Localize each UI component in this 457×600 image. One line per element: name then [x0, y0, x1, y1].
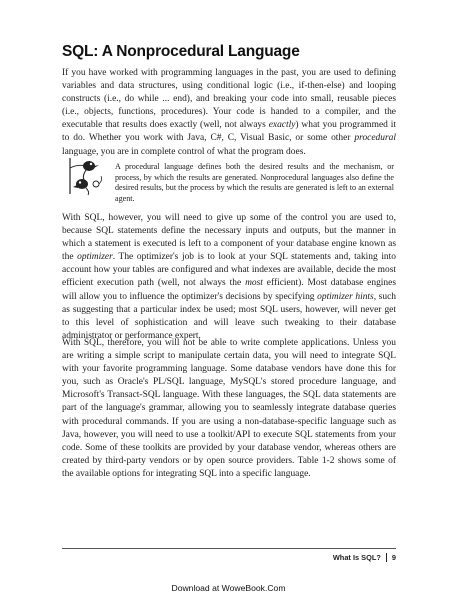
emphasized-term: optimizer [77, 252, 113, 263]
emphasized-term: procedural [354, 133, 396, 144]
footer-page-number: 9 [391, 553, 396, 562]
text-run: . The optimizer's job is to look at your SQL statements and, taking into account how your tables are configured and what indexes are available, decide the most efficient execution path (well, not always the [62, 252, 396, 289]
download-attribution: Download at WoweBook.Com [171, 583, 286, 593]
paragraph-integration [62, 337, 396, 481]
emphasized-term: exactly [268, 120, 296, 131]
section-heading: SQL: A Nonprocedural Language [62, 43, 300, 60]
emphasized-term: optimizer hints [317, 291, 374, 302]
text-run: efficient). Most database engines will allow you to influence the optimizer's decisions by specifying [62, 278, 396, 302]
note-text: A procedural language defines both the desired results and the mechanism, or process, by which the results are generated. Nonprocedural languages also define the desired results, but the process by which the results are generated is left to an external agent. [115, 162, 394, 204]
footer-chapter-title: What Is SQL? [332, 553, 381, 562]
note-animal-icon [68, 154, 106, 196]
text-run: If you have worked with programming languages in the past, you are used to defining variables and data structures, using conditional logic (i.e., if-then-else) and looping constructs (i.e., do while ... end), and breaking your code into small, reusable pieces (i.e., objects, functions, procedures). Your code is handed to a compiler, and the executable that results does exactly (well, not always [62, 68, 396, 131]
text-run: , such as suggesting that a particular index be used; most SQL users, however, will never get to this level of sophistication and will leave such tweaking to their database administrator or performance expert. [62, 291, 396, 341]
paragraph-optimizer [62, 212, 396, 343]
text-run: With SQL, therefore, you will not be able to write complete applications. Unless you are writing a simple script to manipulate certain data, you will need to integrate SQL with your favorite programming language. Some database vendors have done this for you, such as Oracle's PL/SQL language, MySQL's stored procedure language, and Microsoft's Transact-SQL language. With these languages, the SQL data statements are part of the language's grammar, allowing you to seamlessly integrate database queries with procedural commands. If you are using a non-database-specific language such as Java, however, you will need to use a toolkit/API to execute SQL statements from your code. Some of these toolkits are provided by your database vendor, whereas others are created by third-party vendors or by open source providers. Table 1-2 shows some of the available options for integrating SQL into a specific language. [62, 338, 396, 479]
page-footer [333, 553, 396, 562]
text-run: language, you are in complete control of what the program does. [62, 146, 306, 157]
footer-separator [386, 553, 387, 562]
note-box [62, 154, 396, 206]
text-run: ) what you programmed it to do. Whether you work with Java, C#, C, Visual Basic, or some other [62, 120, 397, 144]
paragraph-procedural-languages [62, 67, 396, 159]
text-run: With SQL, however, you will need to give up some of the control you are used to, because SQL statements define the necessary inputs and outputs, but the manner in which a statement is executed is left to a component of your database engine known as the [62, 213, 396, 263]
footer-rule [62, 548, 396, 549]
emphasized-term: most [245, 278, 263, 289]
